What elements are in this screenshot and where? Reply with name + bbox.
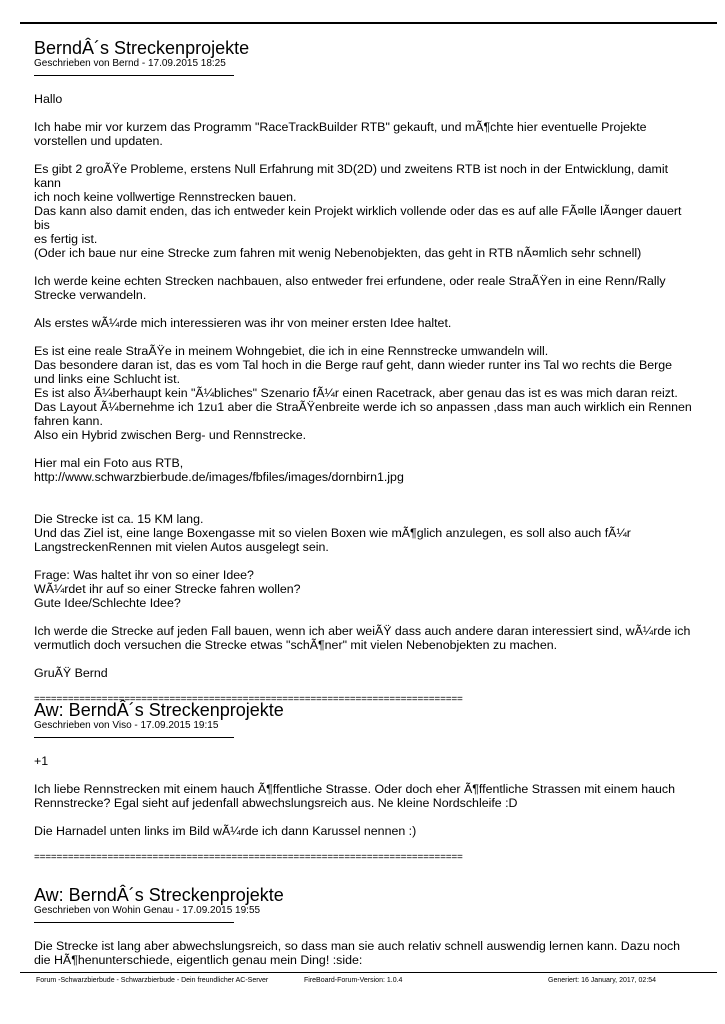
top-rule [20, 22, 717, 24]
paragraph: Ich werde keine echten Strecken nachbauen, also entweder frei erfundene, oder reale StraÃŸen in eine Renn/Rally Strecke verwandeln. [34, 274, 666, 302]
post-title: Aw: BerndÂ´s Streckenprojekte [34, 700, 284, 720]
paragraph: Frage: Was haltet ihr von so einer Idee? WÃ¼rdet ihr auf so einer Strecke fahren wollen? Gute Idee/Schlechte Idee? [34, 568, 301, 610]
paragraph: Ich habe mir vor kurzem das Programm "RaceTrackBuilder RTB" gekauft, und mÃ¶chte hier eventuelle Projekte vorstellen und updaten. [34, 120, 647, 148]
post-body [34, 939, 694, 967]
paragraph: Als erstes wÃ¼rde mich interessieren was ihr von meiner ersten Idee haltet. [34, 316, 452, 330]
post-title: BerndÂ´s Streckenprojekte [34, 38, 250, 58]
paragraph: Es gibt 2 groÃŸe Probleme, erstens Null Erfahrung mit 3D(2D) und zweitens RTB ist noch in der Entwicklung, damit kann ich noch keine vollwertige Rennstrecken bauen. Das kann also damit enden, das ich entweder kein Projekt wirklich vollende oder das es auf alle FÃ¤lle lÃ¤nger dauert bis es fertig ist. (Oder ich baue nur eine Strecke zum fahren mit wenig Nebenobjekten, das geht in RTB nÃ¤mlich sehr schnell) [34, 162, 682, 260]
post-meta: Geschrieben von Wohin Genau - 17.09.2015 19:55 [34, 905, 261, 916]
post-separator: ============================================================================ [34, 694, 463, 705]
post-title: Aw: BerndÂ´s Streckenprojekte [34, 885, 284, 905]
footer-forum-name: Forum -Schwarzbierbude - Schwarzbierbude - Dein freundlicher AC-Server [36, 977, 269, 984]
post-2 [34, 700, 694, 863]
footer-generated: Generiert: 16 January, 2017, 02:54 [548, 977, 657, 984]
paragraph: Ich liebe Rennstrecken mit einem hauch Ã¶ffentliche Strasse. Oder doch eher Ã¶ffentliche Strassen mit einem hauch Rennstrecke? Egal sieht auf jedenfall abwechslungsreich aus. Ne kleine Nordschleife :D [34, 782, 675, 810]
post-1 [34, 38, 694, 705]
paragraph: Hallo [34, 92, 63, 106]
post-body [34, 754, 694, 838]
page-footer [20, 972, 717, 984]
post-meta: Geschrieben von Viso - 17.09.2015 19:15 [34, 720, 219, 731]
paragraph: GruÃŸ Bernd [34, 666, 108, 680]
post-body [34, 92, 694, 680]
paragraph: Die Harnadel unten links im Bild wÃ¼rde ich dann Karussel nennen :) [34, 824, 417, 838]
post-meta: Geschrieben von Bernd - 17.09.2015 18:25 [34, 58, 226, 69]
paragraph: Ich werde die Strecke auf jeden Fall bauen, wenn ich aber weiÃŸ dass auch andere daran interessiert sind, wÃ¼rde ich vermutlich doch versuchen die Strecke etwas "schÃ¶ner" mit vielen Nebenobjekten zu machen. [34, 624, 691, 652]
post-divider [34, 922, 234, 923]
footer-version: FireBoard-Forum-Version: 1.0.4 [304, 977, 403, 984]
paragraph: Die Strecke ist ca. 15 KM lang. Und das Ziel ist, eine lange Boxengasse mit so vielen Boxen wie mÃ¶glich anzulegen, es soll also auch fÃ¼r LangstreckenRennen mit vielen Autos ausgelegt sein. [34, 512, 631, 554]
post-separator: ============================================================================ [34, 852, 463, 863]
paragraph: Die Strecke ist lang aber abwechslungsreich, so dass man sie auch relativ schnell auswendig lernen kann. Dazu noch die HÃ¶henunterschiede, eigentlich genau mein Ding! :side: [34, 939, 681, 967]
post-divider [34, 737, 234, 738]
paragraph: Es ist eine reale StraÃŸe in meinem Wohngebiet, die ich in eine Rennstrecke umwandeln will. Das besondere daran ist, das es vom Tal hoch in die Berge rauf geht, dann wieder runter ins Tal wo rechts die Berge und links eine Schlucht ist. Es ist also Ã¼berhaupt kein "Ã¼bliches" Szenario fÃ¼r einen Racetrack, aber genau das ist es was mich daran reizt. Das Layout Ã¼bernehme ich 1zu1 aber die StraÃŸenbreite werde ich so anpassen ,dass man auch wirklich ein Rennen fahren kann. Also ein Hybrid zwischen Berg- und Rennstrecke. [34, 344, 692, 442]
post-divider [34, 75, 234, 76]
paragraph-link: Hier mal ein Foto aus RTB, http://www.schwarzbierbude.de/images/fbfiles/images/dornbirn1.jpg [34, 456, 404, 484]
post-3 [34, 885, 694, 981]
paragraph: +1 [34, 754, 49, 768]
